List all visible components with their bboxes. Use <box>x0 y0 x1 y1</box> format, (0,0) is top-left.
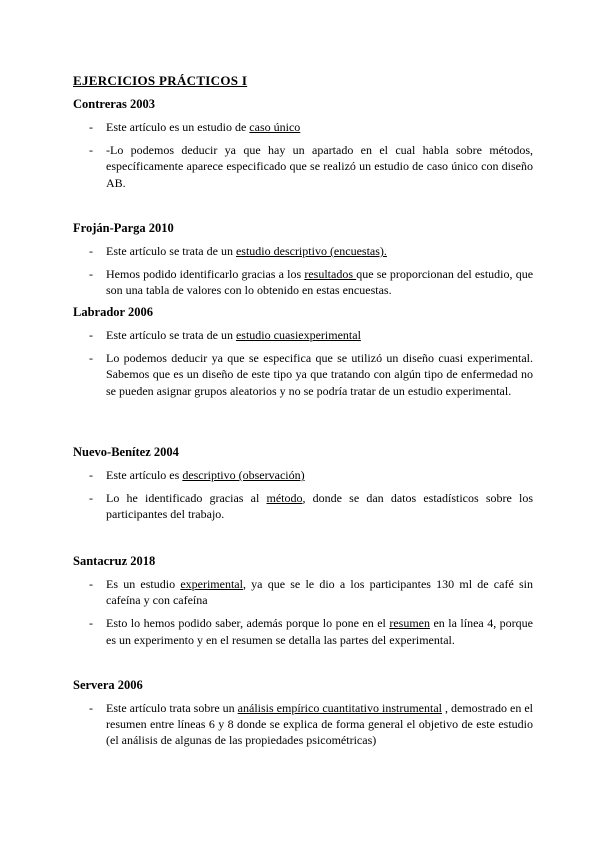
item-text: Este artículo se trata de un <box>106 244 236 258</box>
section-heading: Froján-Parga 2010 <box>73 221 174 235</box>
section-heading: Nuevo-Benítez 2004 <box>73 445 179 459</box>
bullet-dash: - <box>89 328 93 342</box>
bullet-dash: - <box>89 616 93 631</box>
list-item <box>73 142 533 191</box>
underlined-term: estudio cuasiexperimental <box>235 328 361 342</box>
section-servera-2006 <box>73 677 533 756</box>
underlined-term: análisis empírico cuantitativo instrumental <box>237 701 442 715</box>
underlined-term: caso único <box>249 120 301 134</box>
section-santacruz-2018 <box>73 553 533 655</box>
bullet-dash: - <box>89 244 93 258</box>
section-nuevo-benitez-2004 <box>73 444 533 530</box>
list-item <box>73 467 533 483</box>
item-text: Lo he identificado gracias al <box>106 491 267 506</box>
section-heading: Labrador 2006 <box>73 305 153 319</box>
list-item <box>73 350 533 399</box>
section-frojan-parga-2010 <box>73 220 533 306</box>
list-item <box>73 615 533 647</box>
item-text: Este artículo se trata de un <box>106 328 236 342</box>
bullet-dash: - <box>89 577 93 591</box>
underlined-term: resumen <box>389 616 430 631</box>
bullet-dash: - <box>89 491 93 506</box>
bullet-dash: - <box>89 120 93 134</box>
bullet-dash: - <box>89 351 93 366</box>
section-contreras-2003 <box>73 96 533 198</box>
list-item <box>73 327 533 343</box>
item-text: Este artículo es un estudio de <box>106 120 250 134</box>
item-text: Esto lo hemos podido saber, además porque lo pone en el <box>106 616 390 631</box>
bullet-dash: - <box>89 143 93 158</box>
section-heading: Servera 2006 <box>73 678 143 692</box>
list-item <box>73 266 533 298</box>
item-text: Lo podemos deducir ya que se especifica que se utilizó un diseño cuasi experimental. Sabemos que es un diseño de este tipo ya que tratando con algún tipo de enfermedad no se pueden asignar grupos aleatorios y no se podría tratar de un estudio experimental. <box>106 351 533 398</box>
item-text-tail: , ya que se le dio a los participantes 130 ml de café sin cafeína y con cafeína <box>106 577 533 608</box>
section-heading: Santacruz 2018 <box>73 554 156 568</box>
list-item <box>73 700 533 749</box>
item-text-tail: en la línea 4, porque es un experimento y en el resumen se detalla las partes del experimental. <box>106 616 533 647</box>
list-item <box>73 490 533 522</box>
list-item <box>73 119 533 135</box>
page-title: EJERCICIOS PRÁCTICOS I <box>73 73 248 88</box>
item-text-tail: , demostrado en el resumen entre líneas 6 y 8 donde se explica de forma general el objetivo de este estudio (el análisis de algunas de las propiedades psicométricas) <box>106 701 533 748</box>
bullet-dash: - <box>89 267 93 282</box>
bullet-dash: - <box>89 468 93 482</box>
item-text: Este artículo es <box>106 468 183 482</box>
item-text: Hemos podido identificarlo gracias a los <box>106 267 305 282</box>
item-text-tail: que se proporcionan del estudio, que son una tabla de valores con lo obtenido en estas encuestas. <box>106 267 534 298</box>
section-heading: Contreras 2003 <box>73 97 156 111</box>
underlined-term: descriptivo (observación) <box>182 468 305 482</box>
section-labrador-2006 <box>73 304 533 406</box>
underlined-term: estudio descriptivo (encuestas). <box>235 244 387 258</box>
underlined-term: resultados <box>304 267 357 282</box>
item-text: Este artículo trata sobre un <box>106 701 238 715</box>
item-text: Es un estudio <box>106 577 181 591</box>
underlined-term: experimental <box>180 577 243 591</box>
bullet-dash: - <box>89 701 93 715</box>
list-item <box>73 576 533 608</box>
item-text: -Lo podemos deducir ya que hay un apartado en el cual habla sobre métodos, específicamente aparece especificado que se realizó un estudio de caso único con diseño AB. <box>106 143 533 190</box>
item-text-tail: , donde se dan datos estadísticos sobre los participantes del trabajo. <box>106 491 533 522</box>
list-item <box>73 243 533 259</box>
underlined-term: método <box>266 491 303 506</box>
